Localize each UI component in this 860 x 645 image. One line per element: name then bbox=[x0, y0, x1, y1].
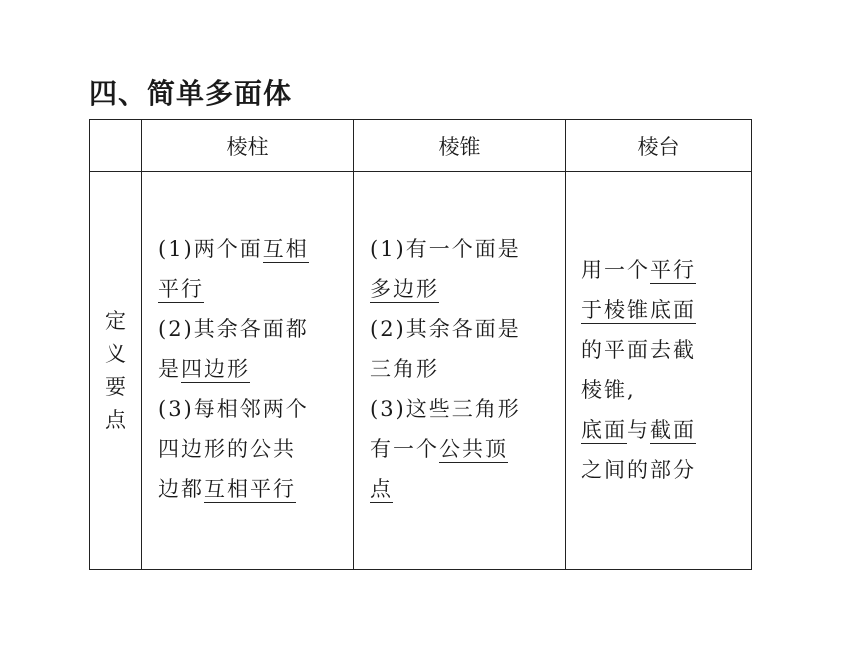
row-label-definition bbox=[90, 172, 142, 570]
underlined-answer: 截面 bbox=[650, 418, 696, 442]
underlined-answer: 点 bbox=[370, 477, 393, 501]
polyhedra-table bbox=[89, 119, 752, 570]
header-empty bbox=[90, 120, 142, 172]
definition-row bbox=[90, 172, 752, 570]
text: (2)其余各面都 bbox=[158, 317, 309, 341]
text: 是 bbox=[158, 357, 181, 381]
header-row bbox=[90, 120, 752, 172]
underlined-answer: 平行 bbox=[158, 277, 204, 301]
prism-definition-cell bbox=[142, 172, 354, 570]
section-title: 四、简单多面体 bbox=[89, 77, 293, 110]
row-label-char: 点 bbox=[105, 407, 126, 432]
text: 有一个 bbox=[370, 437, 439, 461]
text: 边都 bbox=[158, 477, 204, 501]
text: (2)其余各面是 bbox=[370, 317, 521, 341]
text: 三角形 bbox=[370, 357, 439, 381]
underlined-answer: 公共顶 bbox=[439, 437, 508, 461]
text: (3)每相邻两个 bbox=[158, 397, 309, 421]
underlined-answer: 四边形 bbox=[181, 357, 250, 381]
underlined-answer: 多边形 bbox=[370, 277, 439, 301]
text: 之间的部分 bbox=[581, 458, 696, 482]
underlined-answer: 互相 bbox=[262, 237, 309, 261]
frustum-definition-cell bbox=[566, 172, 752, 570]
text: (3)这些三角形 bbox=[370, 397, 521, 421]
header-prism: 棱柱 bbox=[142, 120, 354, 172]
text: 用一个 bbox=[581, 258, 650, 282]
underlined-answer: 于棱锥底面 bbox=[581, 298, 696, 322]
row-label-char: 定 bbox=[105, 308, 126, 333]
underlined-answer: 互相平行 bbox=[204, 477, 296, 501]
text: (1)两个面 bbox=[158, 237, 263, 261]
text: 的平面去截 bbox=[581, 338, 696, 362]
row-label-char: 义 bbox=[105, 341, 126, 366]
row-label-char: 要 bbox=[105, 374, 126, 399]
text: 与 bbox=[627, 418, 650, 442]
header-frustum: 棱台 bbox=[566, 120, 752, 172]
underlined-answer: 平行 bbox=[650, 258, 696, 282]
underlined-answer: 底面 bbox=[581, 418, 627, 442]
text: 棱锥, bbox=[581, 378, 636, 402]
header-pyramid: 棱锥 bbox=[354, 120, 566, 172]
pyramid-definition-cell bbox=[354, 172, 566, 570]
text: (1)有一个面是 bbox=[370, 237, 521, 261]
text: 四边形的公共 bbox=[158, 437, 296, 461]
